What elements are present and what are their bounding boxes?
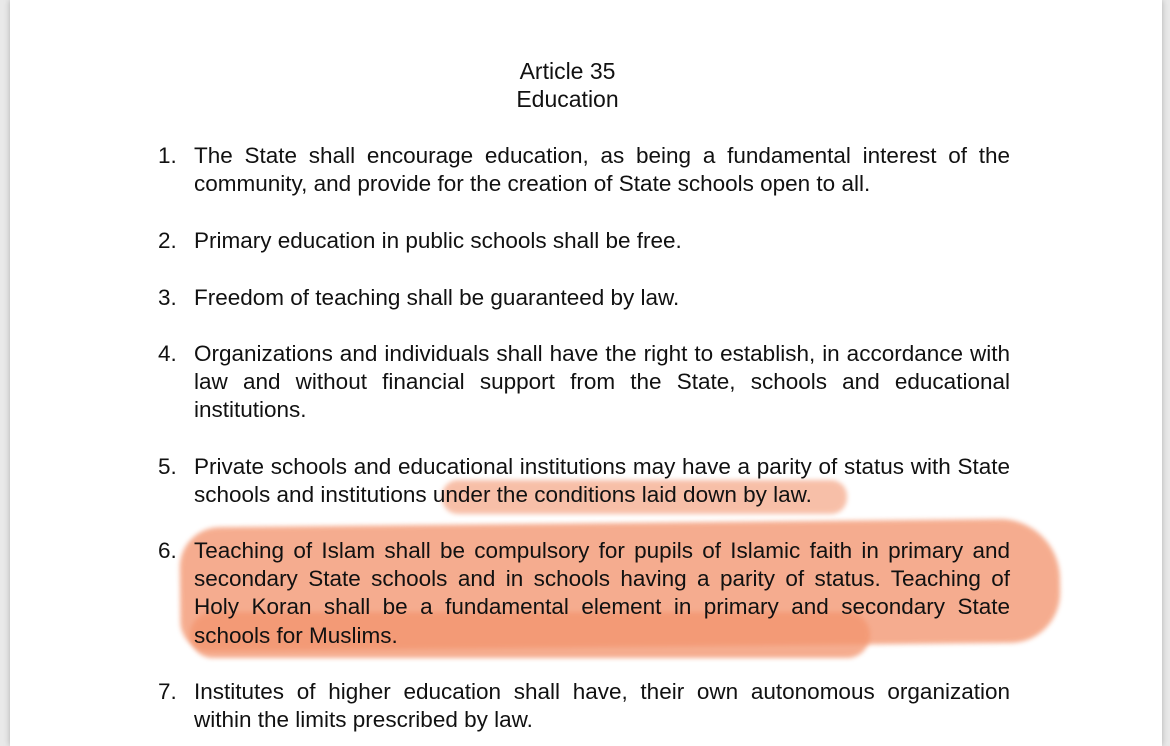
list-item-text: Institutes of higher education shall have, their own autonomous organization within the limits prescribed by law.	[194, 679, 1010, 733]
list-item-number: 1.	[158, 143, 177, 168]
list-item-number: 6.	[158, 538, 177, 563]
list-item-6	[158, 537, 1010, 650]
list-item-2	[158, 227, 1010, 255]
list-item-4	[158, 340, 1010, 425]
list-item-1	[158, 142, 1010, 198]
article-heading: Article 35	[519, 58, 616, 84]
document-page	[10, 0, 1162, 746]
list-item-number: 3.	[158, 285, 177, 310]
list-item-5	[158, 453, 1010, 509]
list-item-number: 7.	[158, 679, 177, 704]
list-item-text: Private schools and educational institutions may have a parity of status with State schools and institutions under the conditions laid down by law.	[194, 454, 1010, 508]
list-item-number: 2.	[158, 228, 177, 253]
article-subject: Education	[516, 86, 619, 112]
list-item-number: 5.	[158, 454, 177, 479]
list-item-text: The State shall encourage education, as being a fundamental interest of the community, and provide for the creation of State schools open to all.	[194, 143, 1010, 197]
list-item-text: Freedom of teaching shall be guaranteed by law.	[194, 285, 680, 310]
list-item-3	[158, 284, 1010, 312]
list-item-text: Organizations and individuals shall have the right to establish, in accordance with law and without financial support from the State, schools and educational institutions.	[194, 341, 1010, 423]
list-item-7	[158, 678, 1010, 734]
list-item-text: Primary education in public schools shall be free.	[194, 228, 682, 253]
list-item-text: Teaching of Islam shall be compulsory for pupils of Islamic faith in primary and secondary State schools and in schools having a parity of status. Teaching of Holy Koran shall be a fundamental element in primary and secondary State schools for Muslims.	[194, 538, 1010, 648]
list-item-number: 4.	[158, 341, 177, 366]
